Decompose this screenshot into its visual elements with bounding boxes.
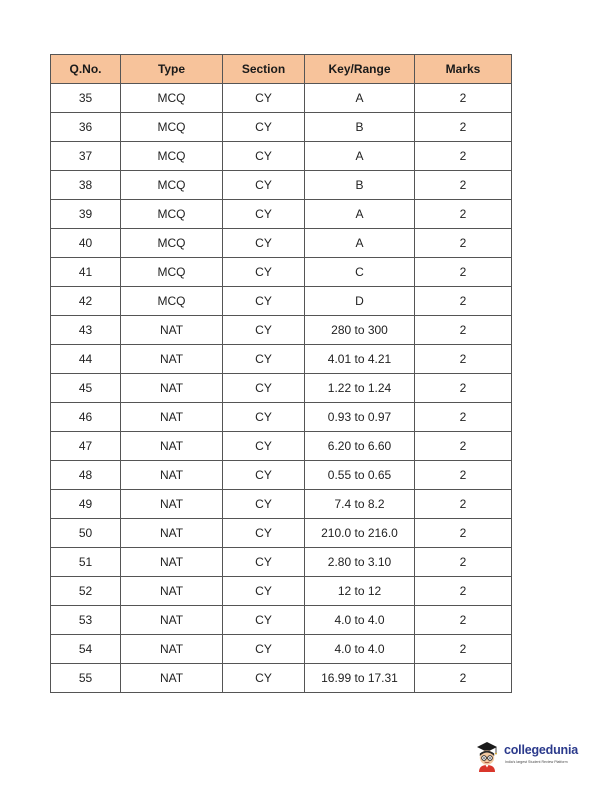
cell-key-range: 1.22 to 1.24 [305,374,415,403]
table-row [51,316,512,345]
cell-section: CY [223,519,305,548]
cell-key-range: 12 to 12 [305,577,415,606]
cell-type: NAT [121,316,223,345]
table-row [51,84,512,113]
table-row [51,519,512,548]
table-row [51,345,512,374]
cell-qno: 45 [51,374,121,403]
cell-qno: 38 [51,171,121,200]
cell-qno: 46 [51,403,121,432]
cell-section: CY [223,113,305,142]
cell-type: NAT [121,577,223,606]
logo-tagline: India's largest Student Review Platform [505,760,568,764]
answer-key-table [50,54,512,693]
table-row [51,403,512,432]
cell-type: NAT [121,635,223,664]
header-row [51,55,512,84]
table-row [51,229,512,258]
cell-key-range: 210.0 to 216.0 [305,519,415,548]
cell-qno: 36 [51,113,121,142]
cell-marks: 2 [415,84,512,113]
cell-section: CY [223,200,305,229]
table-row [51,113,512,142]
cell-key-range: A [305,229,415,258]
cell-marks: 2 [415,403,512,432]
cell-marks: 2 [415,287,512,316]
cell-qno: 35 [51,84,121,113]
cell-qno: 51 [51,548,121,577]
cell-key-range: D [305,287,415,316]
cell-section: CY [223,606,305,635]
cell-qno: 54 [51,635,121,664]
header-qno: Q.No. [51,55,121,84]
cell-section: CY [223,577,305,606]
cell-key-range: A [305,142,415,171]
table-row [51,374,512,403]
header-type: Type [121,55,223,84]
cell-section: CY [223,635,305,664]
cell-qno: 50 [51,519,121,548]
cell-marks: 2 [415,432,512,461]
cell-key-range: A [305,200,415,229]
cell-section: CY [223,432,305,461]
cell-marks: 2 [415,200,512,229]
table-row [51,490,512,519]
logo-name: collegedunia [504,743,579,757]
cell-section: CY [223,548,305,577]
table-row [51,548,512,577]
table-body [51,84,512,693]
cell-section: CY [223,345,305,374]
cell-section: CY [223,142,305,171]
cell-marks: 2 [415,461,512,490]
cell-qno: 49 [51,490,121,519]
cell-qno: 43 [51,316,121,345]
cell-marks: 2 [415,664,512,693]
table-row [51,461,512,490]
header-key-range: Key/Range [305,55,415,84]
cell-section: CY [223,403,305,432]
table-row [51,258,512,287]
cell-type: MCQ [121,287,223,316]
cell-key-range: 4.0 to 4.0 [305,606,415,635]
cell-key-range: 0.93 to 0.97 [305,403,415,432]
table-row [51,606,512,635]
cell-type: MCQ [121,258,223,287]
cell-key-range: 0.55 to 0.65 [305,461,415,490]
cell-key-range: 4.0 to 4.0 [305,635,415,664]
cell-key-range: B [305,171,415,200]
table-row [51,432,512,461]
cell-marks: 2 [415,548,512,577]
cell-qno: 40 [51,229,121,258]
table-row [51,171,512,200]
cell-qno: 39 [51,200,121,229]
cell-key-range: 280 to 300 [305,316,415,345]
header-section: Section [223,55,305,84]
cell-type: MCQ [121,229,223,258]
table-header [51,55,512,84]
table-row [51,664,512,693]
cell-marks: 2 [415,577,512,606]
cell-section: CY [223,490,305,519]
cell-type: NAT [121,345,223,374]
cell-marks: 2 [415,229,512,258]
cell-key-range: 2.80 to 3.10 [305,548,415,577]
cell-marks: 2 [415,635,512,664]
cell-marks: 2 [415,258,512,287]
cell-type: NAT [121,606,223,635]
cell-qno: 52 [51,577,121,606]
cell-section: CY [223,461,305,490]
table-row [51,577,512,606]
cell-key-range: A [305,84,415,113]
cell-key-range: 4.01 to 4.21 [305,345,415,374]
cell-type: NAT [121,519,223,548]
graduate-mascot-icon [474,740,500,772]
cell-section: CY [223,287,305,316]
cell-marks: 2 [415,345,512,374]
cell-type: MCQ [121,200,223,229]
cell-type: MCQ [121,171,223,200]
header-marks: Marks [415,55,512,84]
cell-type: NAT [121,374,223,403]
cell-section: CY [223,664,305,693]
cell-type: NAT [121,548,223,577]
cell-key-range: 16.99 to 17.31 [305,664,415,693]
cell-key-range: 7.4 to 8.2 [305,490,415,519]
cell-marks: 2 [415,606,512,635]
cell-qno: 37 [51,142,121,171]
cell-qno: 55 [51,664,121,693]
cell-section: CY [223,229,305,258]
cell-qno: 48 [51,461,121,490]
cell-qno: 42 [51,287,121,316]
cell-section: CY [223,84,305,113]
cell-section: CY [223,316,305,345]
cell-marks: 2 [415,113,512,142]
collegedunia-logo [474,740,592,774]
table-row [51,142,512,171]
cell-key-range: B [305,113,415,142]
cell-type: NAT [121,664,223,693]
cell-section: CY [223,171,305,200]
cell-qno: 47 [51,432,121,461]
cell-qno: 41 [51,258,121,287]
cell-key-range: C [305,258,415,287]
cell-marks: 2 [415,490,512,519]
cell-qno: 53 [51,606,121,635]
cell-qno: 44 [51,345,121,374]
cell-key-range: 6.20 to 6.60 [305,432,415,461]
cell-section: CY [223,374,305,403]
cell-marks: 2 [415,171,512,200]
cell-type: NAT [121,461,223,490]
cell-section: CY [223,258,305,287]
cell-type: MCQ [121,142,223,171]
cell-marks: 2 [415,519,512,548]
cell-marks: 2 [415,142,512,171]
cell-type: NAT [121,490,223,519]
cell-marks: 2 [415,316,512,345]
cell-marks: 2 [415,374,512,403]
cell-type: NAT [121,432,223,461]
table-row [51,287,512,316]
cell-type: MCQ [121,113,223,142]
table-row [51,635,512,664]
cell-type: MCQ [121,84,223,113]
cell-type: NAT [121,403,223,432]
table-row [51,200,512,229]
